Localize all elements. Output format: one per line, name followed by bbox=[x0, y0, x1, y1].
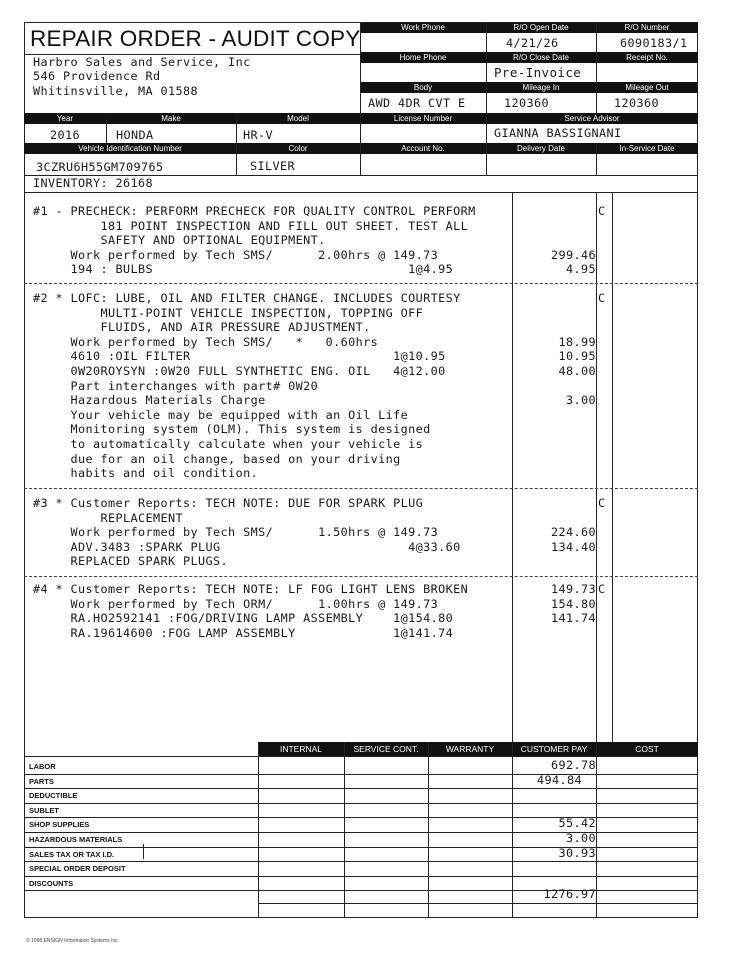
job-line: Part interchanges with part# 0W20 bbox=[33, 378, 319, 393]
label-model: Model bbox=[236, 113, 360, 124]
value-mileage-in: 120360 bbox=[504, 96, 550, 110]
summary-customer-pay: 494.84 bbox=[536, 772, 582, 787]
job-line: #1 - PRECHECK: PERFORM PRECHECK FOR QUALITY CONTROL PERFORM bbox=[33, 204, 476, 218]
job-line: RA.HO2592141 :FOG/DRIVING LAMP ASSEMBLY 1@154.80 bbox=[33, 611, 454, 626]
job-line: 181 POINT INSPECTION AND FILL OUT SHEET. TEST ALL bbox=[33, 218, 469, 233]
summary-label: HAZARDOUS MATERIALS bbox=[29, 835, 123, 844]
col-internal: INTERNAL bbox=[258, 744, 344, 755]
summary-label: PARTS bbox=[29, 776, 54, 786]
job-line: to automatically calculate when your vehicle is bbox=[33, 437, 424, 451]
job-line: FLUIDS, AND AIR PRESSURE ADJUSTMENT. bbox=[33, 320, 371, 335]
job-amount: 18.99 bbox=[558, 334, 596, 349]
summary-label: DEDUCTIBLE bbox=[29, 791, 78, 801]
job-line: habits and oil condition. bbox=[33, 466, 259, 481]
value-color: SILVER bbox=[250, 159, 296, 173]
label-mileage-in: Mileage In bbox=[486, 82, 596, 93]
summary-customer-pay: 692.78 bbox=[550, 758, 596, 772]
col-customer-pay: CUSTOMER PAY bbox=[512, 744, 596, 755]
job-amount: 299.46 bbox=[550, 247, 596, 262]
label-delivery-date: Delivery Date bbox=[486, 143, 596, 154]
amount-column-divider bbox=[512, 192, 513, 742]
job-line: REPLACEMENT bbox=[33, 510, 184, 525]
job-line: ADV.3483 :SPARK PLUG 4@33.60 bbox=[33, 539, 461, 554]
value-model: HR-V bbox=[243, 128, 274, 142]
label-ro-close-date: R/O Close Date bbox=[486, 52, 596, 63]
summary-total: 1276.97 bbox=[543, 887, 596, 901]
shop-name: Harbro Sales and Service, Inc bbox=[33, 55, 251, 69]
summary-label: SALES TAX OR TAX I.D. bbox=[29, 849, 115, 859]
label-year: Year bbox=[24, 113, 106, 124]
job-amount: 141.74 bbox=[550, 611, 596, 626]
summary-customer-pay: 30.93 bbox=[558, 845, 596, 860]
label-license-number: License Number bbox=[360, 113, 486, 124]
summary-label: SPECIAL ORDER DEPOSIT bbox=[29, 864, 126, 874]
job-amount: 134.40 bbox=[550, 539, 596, 554]
frame-left bbox=[24, 22, 25, 918]
footer-copyright: © 1998 ENSIGN Information Systems Inc. bbox=[26, 938, 120, 944]
job-status-flag: C bbox=[598, 204, 606, 218]
label-in-service-date: In-Service Date bbox=[596, 143, 698, 154]
job-line: Work performed by Tech SMS/ * 0.60hrs bbox=[33, 334, 379, 349]
job-line: Hazardous Materials Charge bbox=[33, 393, 266, 408]
job-line: Work performed by Tech SMS/ 2.00hrs @ 149.73 bbox=[33, 247, 439, 262]
job-status-flag: C bbox=[598, 496, 606, 510]
job-amount: 149.73 bbox=[550, 582, 596, 596]
col-cost: COST bbox=[596, 744, 698, 755]
summary-label: SHOP SUPPLIES bbox=[29, 820, 90, 830]
job-line: #3 * Customer Reports: TECH NOTE: DUE FOR SPARK PLUG bbox=[33, 496, 424, 510]
job-line: Monitoring system (OLM). This system is designed bbox=[33, 422, 431, 437]
job-status-flag: C bbox=[598, 291, 606, 305]
inventory-line: INVENTORY: 26168 bbox=[33, 176, 154, 190]
label-ro-number: R/O Number bbox=[596, 22, 698, 33]
job-line: Your vehicle may be equipped with an Oil Life bbox=[33, 407, 409, 422]
job-line: Work performed by Tech SMS/ 1.50hrs @ 149.73 bbox=[33, 525, 439, 540]
job-line: REPLACED SPARK PLUGS. bbox=[33, 554, 229, 569]
label-home-phone: Home Phone bbox=[360, 52, 486, 63]
job-line: 194 : BULBS 1@4.95 bbox=[33, 262, 454, 277]
job-line: 0W20ROYSYN :0W20 FULL SYNTHETIC ENG. OIL 4@12.00 bbox=[33, 364, 446, 378]
summary-label: LABOR bbox=[29, 762, 56, 771]
job-amount: 10.95 bbox=[558, 349, 596, 364]
label-mileage-out: Mileage Out bbox=[596, 82, 698, 93]
value-year: 2016 bbox=[50, 128, 81, 142]
job-line: 4610 :OIL FILTER 1@10.95 bbox=[33, 349, 446, 364]
document-title: REPAIR ORDER - AUDIT COPY bbox=[30, 26, 361, 51]
job-line: #4 * Customer Reports: TECH NOTE: LF FOG LIGHT LENS BROKEN bbox=[33, 582, 469, 596]
job-line: SAFETY AND OPTIONAL EQUIPMENT. bbox=[33, 233, 326, 248]
value-ro-close-date: Pre-Invoice bbox=[494, 65, 582, 80]
job-amount: 4.95 bbox=[565, 262, 596, 277]
frame-right bbox=[697, 22, 698, 918]
summary-customer-pay: 55.42 bbox=[558, 816, 596, 831]
value-ro-number: 6090183/1 bbox=[620, 36, 688, 50]
label-ro-open-date: R/O Open Date bbox=[486, 22, 596, 33]
job-line: RA.19614600 :FOG LAMP ASSEMBLY 1@141.74 bbox=[33, 625, 454, 640]
label-receipt-no: Receipt No. bbox=[596, 52, 698, 63]
col-service-contract: SERVICE CONT. bbox=[344, 744, 428, 755]
label-make: Make bbox=[106, 113, 236, 124]
value-ro-open-date: 4/21/26 bbox=[506, 36, 559, 50]
label-account-no: Account No. bbox=[360, 143, 486, 154]
job-line: #2 * LOFC: LUBE, OIL AND FILTER CHANGE. INCLUDES COURTESY bbox=[33, 291, 461, 305]
label-service-advisor: Service Advisor bbox=[486, 113, 698, 124]
col-warranty: WARRANTY bbox=[428, 744, 512, 755]
summary-label: SUBLET bbox=[29, 805, 59, 815]
job-amount: 48.00 bbox=[558, 364, 596, 378]
label-body: Body bbox=[360, 82, 486, 93]
job-separator bbox=[24, 576, 698, 577]
shop-street: 546 Providence Rd bbox=[33, 69, 161, 83]
summary-label: DISCOUNTS bbox=[29, 878, 74, 888]
shop-city: Whitinsville, MA 01588 bbox=[33, 84, 199, 98]
job-separator bbox=[24, 488, 698, 489]
value-body: AWD 4DR CVT E bbox=[368, 96, 466, 110]
summary-customer-pay: 3.00 bbox=[565, 831, 596, 845]
total-row-line bbox=[258, 903, 698, 904]
job-separator bbox=[24, 283, 698, 284]
job-line: due for an oil change, based on your driving bbox=[33, 451, 401, 466]
job-line: MULTI-POINT VEHICLE INSPECTION, TOPPING OFF bbox=[33, 305, 424, 320]
value-mileage-out: 120360 bbox=[614, 96, 660, 110]
job-amount: 224.60 bbox=[550, 525, 596, 540]
value-service-advisor: GIANNA BASSIGNANI bbox=[494, 126, 622, 140]
label-vin: Vehicle Identification Number bbox=[24, 143, 236, 154]
job-amount: 3.00 bbox=[565, 393, 596, 408]
label-work-phone: Work Phone bbox=[360, 22, 486, 33]
job-amount: 154.80 bbox=[550, 596, 596, 611]
job-line: Work performed by Tech ORM/ 1.00hrs @ 149.73 bbox=[33, 596, 439, 611]
value-vin: 3CZRU6H55GM709765 bbox=[36, 160, 164, 174]
job-status-flag: C bbox=[598, 582, 606, 596]
label-color: Color bbox=[236, 143, 360, 154]
value-make: HONDA bbox=[116, 128, 154, 142]
